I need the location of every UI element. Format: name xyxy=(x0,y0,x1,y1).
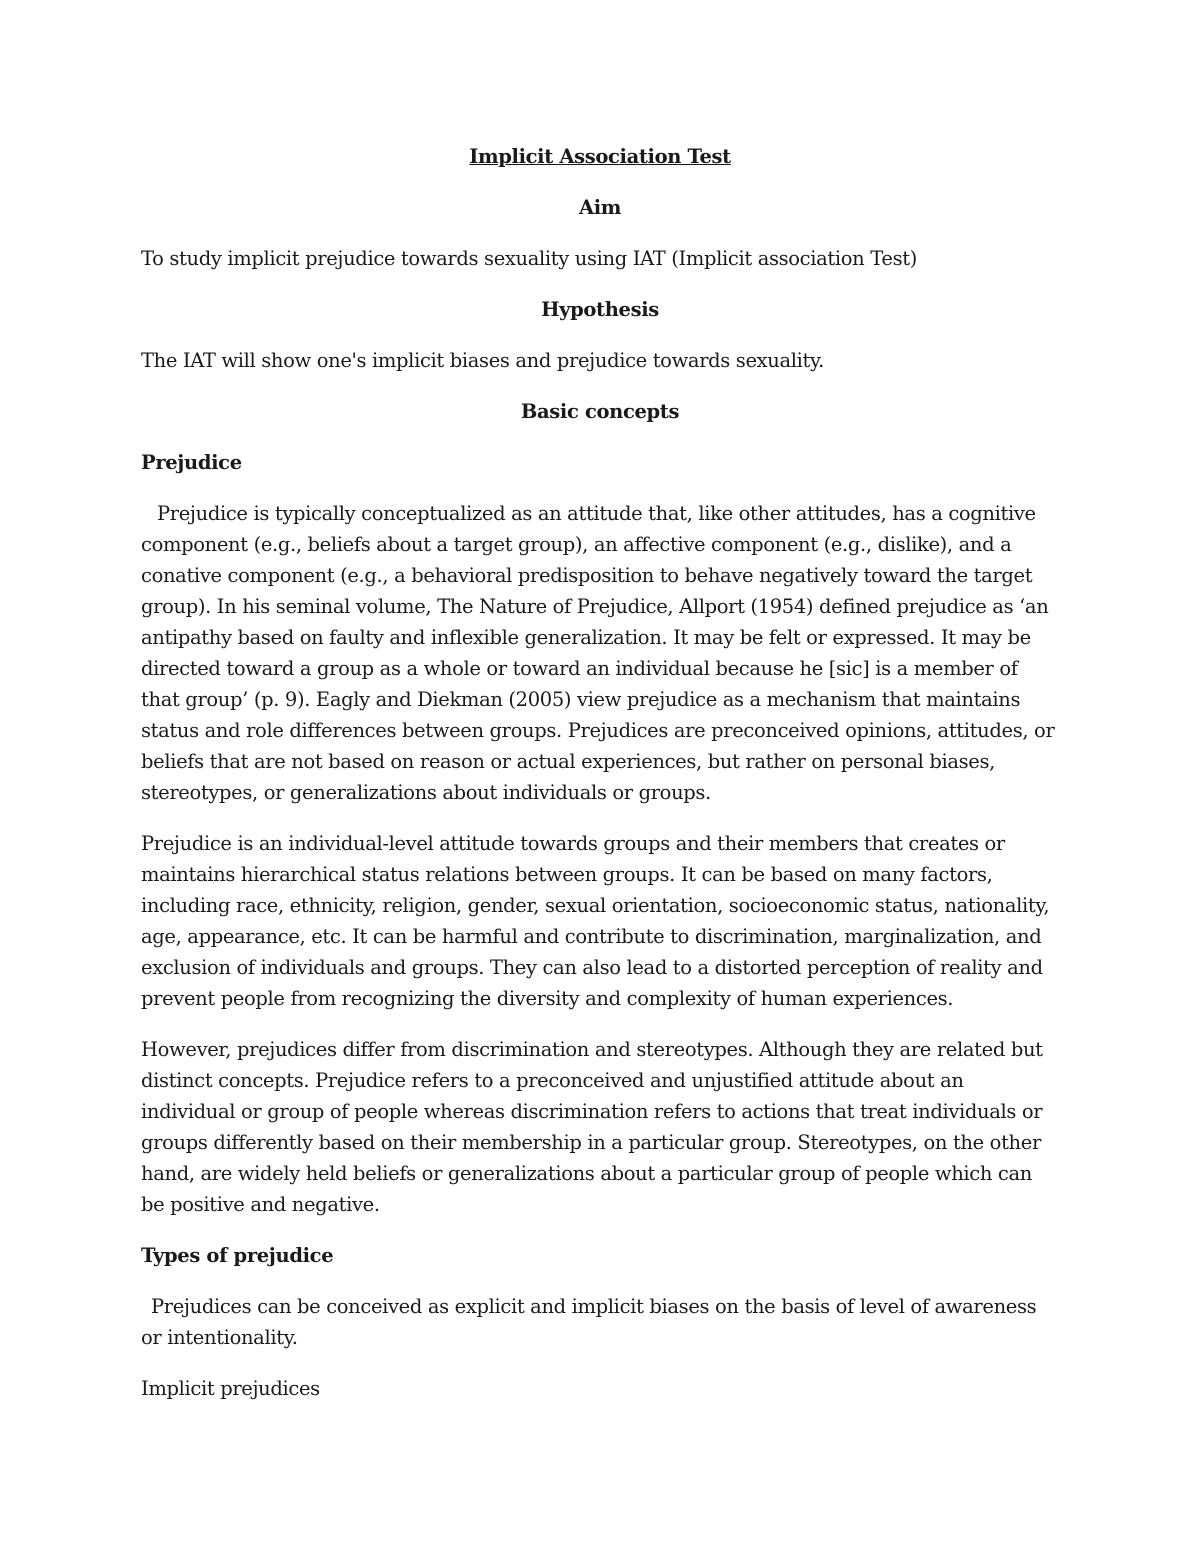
aim-heading: Aim xyxy=(578,196,622,219)
types-paragraph-text: Prejudices can be conceived as explicit and implicit biases on the basis of level of awareness or intentionality. xyxy=(141,1295,1037,1349)
prejudice-paragraph-1-text: Prejudice is typically conceptualized as an attitude that, like other attitudes, has a cognitive component (e.g., beliefs about a target group), an affective component (e.g., dislike), and a conative component (e.g., a behavioral predisposition to behave negatively toward the target group). In his seminal volume, The Nature of Prejudice, Allport (1954) defined prejudice as ‘an antipathy based on faulty and inflexible generalization. It may be felt or expressed. It may be directed toward a group as a whole or toward an individual because he [sic] is a member of that group’ (p. 9). Eagly and Diekman (2005) view prejudice as a mechanism that maintains status and role differences between groups. Prejudices are preconceived opinions, attitudes, or beliefs that are not based on reason or actual experiences, but rather on personal biases, stereotypes, or generalizations about individuals or groups. xyxy=(141,502,1055,804)
prejudice-paragraph-1 xyxy=(141,498,1059,808)
prejudice-heading: Prejudice xyxy=(141,451,242,474)
basic-concepts-heading: Basic concepts xyxy=(520,400,680,423)
hypothesis-text: The IAT will show one's implicit biases and prejudice towards sexuality. xyxy=(141,349,824,372)
types-of-prejudice-heading: Types of prejudice xyxy=(141,1244,334,1267)
prejudice-paragraph-2: Prejudice is an individual-level attitude towards groups and their members that creates or maintains hierarchical status relations between groups. It can be based on many factors, including race, ethnicity, religion, gender, sexual orientation, socioeconomic status, nationality, age, appearance, etc. It can be harmful and contribute to discrimination, marginalization, and exclusion of individuals and groups. They can also lead to a distorted perception of reality and prevent people from recognizing the diversity and complexity of human experiences. xyxy=(141,832,1050,1010)
document-page xyxy=(141,141,1059,1404)
types-paragraph xyxy=(141,1291,1059,1353)
aim-text: To study implicit prejudice towards sexuality using IAT (Implicit association Test) xyxy=(141,247,917,270)
hypothesis-heading: Hypothesis xyxy=(541,298,659,321)
prejudice-paragraph-3: However, prejudices differ from discrimination and stereotypes. Although they are related but distinct concepts. Prejudice refers to a preconceived and unjustified attitude about an individual or group of people whereas discrimination refers to actions that treat individuals or groups differently based on their membership in a particular group. Stereotypes, on the other hand, are widely held beliefs or generalizations about a particular group of people which can be positive and negative. xyxy=(141,1038,1043,1216)
implicit-prejudices-subheading: Implicit prejudices xyxy=(141,1377,320,1400)
document-title: Implicit Association Test xyxy=(469,145,731,168)
